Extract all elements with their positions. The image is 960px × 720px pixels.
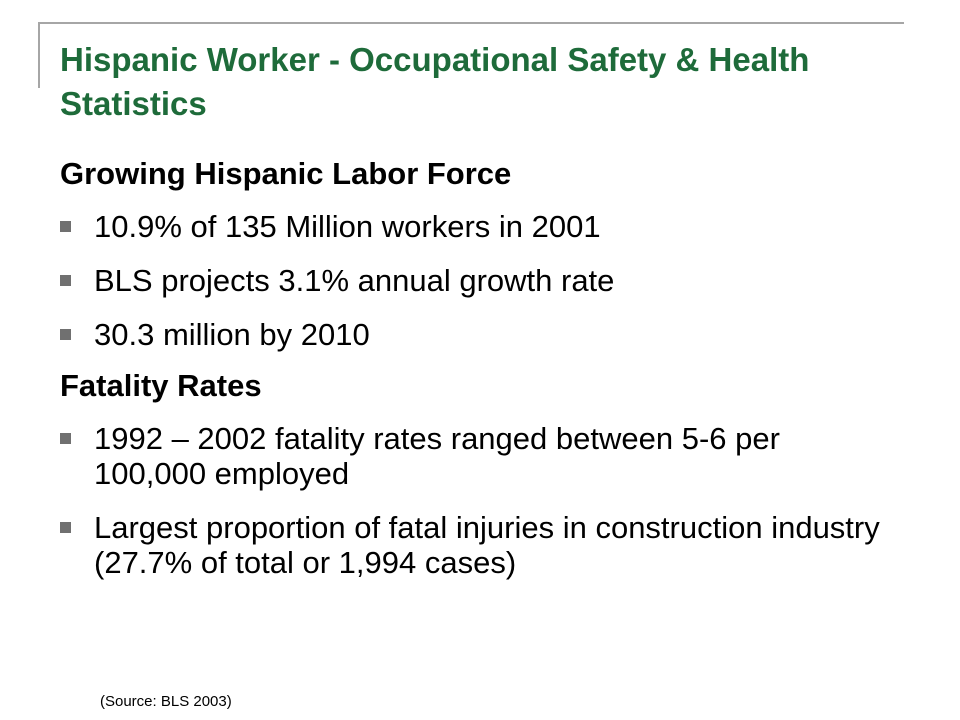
square-bullet-icon	[60, 522, 71, 533]
bullet-item	[60, 209, 900, 244]
bullet-item	[60, 510, 900, 580]
frame-top-line	[38, 22, 904, 24]
bullet-text: 10.9% of 135 Million workers in 2001	[94, 209, 601, 244]
square-bullet-icon	[60, 433, 71, 444]
bullet-item	[60, 263, 900, 298]
square-bullet-icon	[60, 329, 71, 340]
bullet-text: 1992 – 2002 fatality rates ranged between 5-6 per 100,000 employed	[94, 421, 780, 491]
source-citation: (Source: BLS 2003)	[100, 693, 232, 710]
slide-content	[60, 156, 900, 599]
fatality-rates-bullet-list	[60, 421, 900, 580]
section-heading-labor-force: Growing Hispanic Labor Force	[60, 156, 512, 191]
square-bullet-icon	[60, 221, 71, 232]
bullet-text: 30.3 million by 2010	[94, 317, 370, 352]
square-bullet-icon	[60, 275, 71, 286]
bullet-item	[60, 421, 900, 491]
bullet-text: Largest proportion of fatal injuries in construction industry (27.7% of total or 1,994 cases)	[94, 510, 880, 580]
labor-force-bullet-list	[60, 209, 900, 352]
bullet-item	[60, 317, 900, 352]
frame-left-line	[38, 22, 40, 88]
slide-title: Hispanic Worker - Occupational Safety & Health Statistics	[60, 41, 810, 122]
bullet-text: BLS projects 3.1% annual growth rate	[94, 263, 615, 298]
section-heading-fatality-rates: Fatality Rates	[60, 368, 262, 403]
